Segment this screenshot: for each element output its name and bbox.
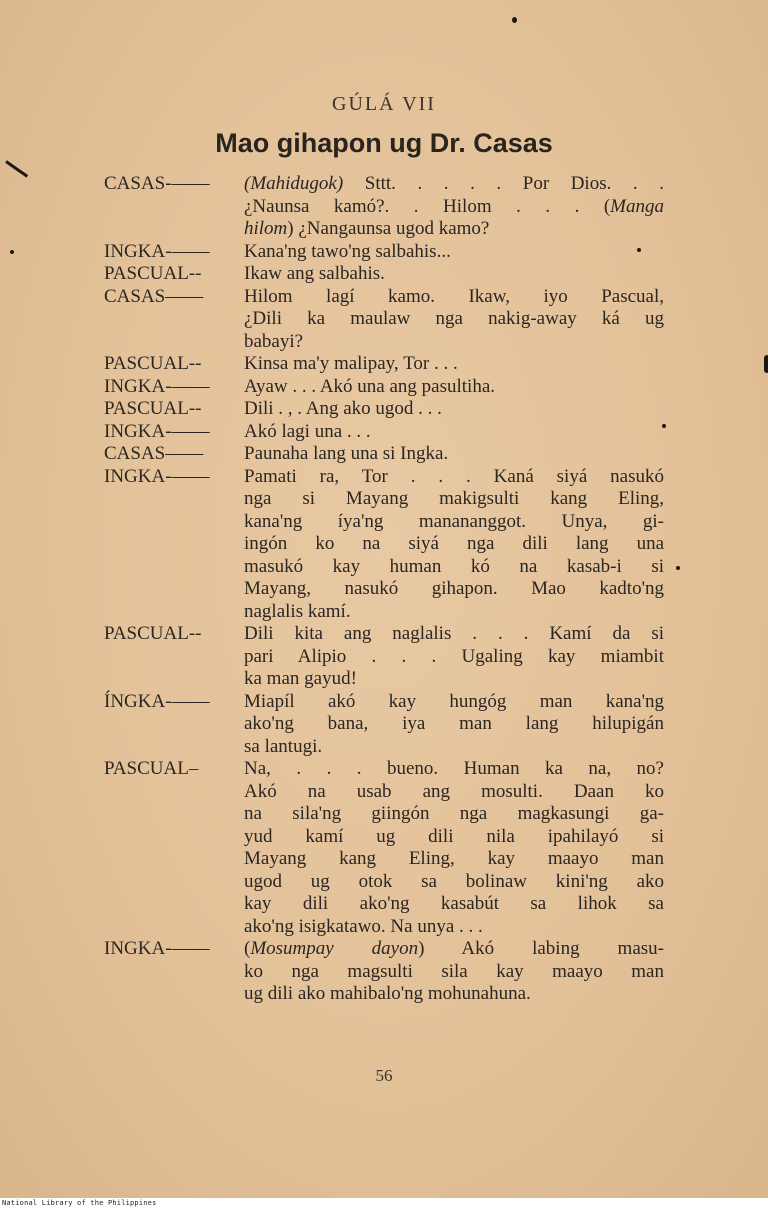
dialogue-text xyxy=(244,421,664,444)
text-line xyxy=(244,443,664,466)
library-credit: National Library of the Philippines xyxy=(2,1199,157,1207)
speaker-name: CASAS—— xyxy=(104,443,204,464)
dialogue-entry xyxy=(0,421,768,444)
text-line xyxy=(244,938,664,961)
text-line xyxy=(244,376,664,399)
stage-direction: Manga xyxy=(610,195,664,217)
spoken-text: Na, . . . bueno. Human ka na, no? xyxy=(244,758,664,779)
chapter-title: Mao gihapon ug Dr. Casas xyxy=(215,128,553,158)
speaker-name: INGKA-—— xyxy=(104,420,210,442)
dialogue-entry xyxy=(0,623,768,691)
dialogue-entry xyxy=(0,353,768,376)
speaker-name: INGKA-—— xyxy=(104,465,210,487)
dialogue-text xyxy=(244,398,664,421)
spoken-text: pari Alipio . . . Ugaling kay miambit xyxy=(244,645,664,667)
dialogue-text xyxy=(244,466,664,624)
speaker-name: PASCUAL-- xyxy=(104,398,202,419)
spoken-text: Mayang kang Eling, kay maayo man xyxy=(244,848,664,869)
dialogue-text xyxy=(244,286,664,354)
dialogue-entry xyxy=(0,466,768,624)
spoken-text: ( xyxy=(244,938,251,959)
dialogue-entry xyxy=(0,263,768,286)
ink-speck xyxy=(512,17,517,23)
dialogue-entry xyxy=(0,398,768,421)
spoken-text: nga si Mayang makigsulti kang Eling, xyxy=(244,488,664,509)
stage-direction: Mosumpay dayon xyxy=(250,938,419,959)
text-line xyxy=(244,263,664,286)
dialogue-text xyxy=(244,241,664,264)
spoken-text: ) ¿Nangaunsa ugod kamo? xyxy=(287,218,490,239)
text-line xyxy=(244,736,664,759)
dialogue-entry xyxy=(0,173,768,241)
text-line xyxy=(244,916,664,939)
text-line xyxy=(244,196,664,219)
text-line xyxy=(244,826,664,849)
dialogue-entry xyxy=(0,286,768,354)
spoken-text: Miapíl akó kay hungóg man kana'ng xyxy=(244,690,664,712)
dialogue-entry xyxy=(0,938,768,1006)
text-line xyxy=(244,421,664,444)
stage-direction: hilom xyxy=(244,218,288,239)
speaker-name: ÍNGKA-—— xyxy=(104,690,210,712)
spoken-text: Ayaw . . . Akó una ang pasultiha. xyxy=(244,375,496,397)
dialogue-text xyxy=(244,173,664,241)
text-line xyxy=(244,691,664,714)
text-line xyxy=(244,781,664,804)
chapter-heading: GÚLÁ VII xyxy=(332,93,436,115)
spoken-text: Pamati ra, Tor . . . Kaná siyá nasukó xyxy=(244,465,664,487)
text-line xyxy=(244,601,664,624)
text-line xyxy=(244,173,664,196)
text-line xyxy=(244,466,664,489)
spoken-text: kay dili ako'ng kasabút sa lihok sa xyxy=(244,893,664,914)
text-line xyxy=(244,533,664,556)
text-line xyxy=(244,758,664,781)
dialogue-entry xyxy=(0,241,768,264)
text-line xyxy=(244,713,664,736)
spoken-text: ¿Naunsa kamó?. . Hilom . . . ( xyxy=(244,195,611,217)
text-line xyxy=(244,308,664,331)
dialogue xyxy=(0,173,768,1006)
spoken-text: Dili kita ang naglalis . . . Kamí da si xyxy=(244,623,664,644)
spoken-text: Akó na usab ang mosulti. Daan ko xyxy=(244,780,664,802)
text-line xyxy=(244,961,664,984)
spoken-text: Akó lagi una . . . xyxy=(244,420,371,442)
text-line xyxy=(244,983,664,1006)
text-line xyxy=(244,286,664,309)
spoken-text: ugod ug otok sa bolinaw kini'ng ako xyxy=(244,870,664,892)
text-line xyxy=(244,623,664,646)
spoken-text: sa lantugi. xyxy=(244,735,323,757)
dialogue-entry xyxy=(0,443,768,466)
speaker-name: PASCUAL-- xyxy=(104,623,202,644)
spoken-text: na sila'ng giingón nga magkasungi ga- xyxy=(244,803,664,824)
spoken-text: babayi? xyxy=(244,330,304,352)
speaker-name: INGKA-—— xyxy=(104,240,210,262)
text-line xyxy=(244,511,664,534)
spoken-text: Dili . , . Ang ako ugod . . . xyxy=(244,398,442,419)
text-line xyxy=(244,353,664,376)
spoken-text: ko nga magsulti sila kay maayo man xyxy=(244,960,664,982)
dialogue-text xyxy=(244,443,664,466)
dialogue-text xyxy=(244,758,664,938)
spoken-text: kana'ng íya'ng manananggot. Unya, gi- xyxy=(244,510,664,532)
speaker-name: CASAS—— xyxy=(104,285,204,307)
spoken-text: ako'ng isigkatawo. Na unya . . . xyxy=(244,915,483,937)
speaker-name: PASCUAL– xyxy=(104,758,199,779)
text-line xyxy=(244,848,664,871)
spoken-text: naglalis kamí. xyxy=(244,600,351,622)
spoken-text: Paunaha lang una si Ingka. xyxy=(244,443,449,464)
spoken-text: ka man gayud! xyxy=(244,668,357,689)
spoken-text: ako'ng bana, iya man lang hilupigán xyxy=(244,713,664,734)
speaker-name: INGKA-—— xyxy=(104,938,210,959)
text-line xyxy=(244,331,664,354)
speaker-name: PASCUAL-- xyxy=(104,353,202,374)
dialogue-text xyxy=(244,623,664,691)
spoken-text: Mayang, nasukó gihapon. Mao kadto'ng xyxy=(244,578,664,599)
text-line xyxy=(244,241,664,264)
dialogue-text xyxy=(244,938,664,1006)
speaker-name: PASCUAL-- xyxy=(104,263,202,284)
page-number: 56 xyxy=(375,1066,393,1085)
text-line xyxy=(244,893,664,916)
text-line xyxy=(244,646,664,669)
spoken-text: Kinsa ma'y malipay, Tor . . . xyxy=(244,353,458,374)
spoken-text: Kana'ng tawo'ng salbahis... xyxy=(244,240,451,262)
spoken-text: Ikaw ang salbahis. xyxy=(244,263,385,284)
dialogue-text xyxy=(244,376,664,399)
dialogue-entry xyxy=(0,691,768,759)
text-line xyxy=(244,218,664,241)
spoken-text: masukó kay human kó na kasab-i si xyxy=(244,555,664,577)
text-line xyxy=(244,871,664,894)
spoken-text: Sttt. . . . . Por Dios. . . xyxy=(343,173,664,194)
spoken-text: ingón ko na siyá nga dili lang una xyxy=(244,533,664,554)
text-line xyxy=(244,803,664,826)
spoken-text: ) Akó labing masu- xyxy=(418,938,664,959)
spoken-text: yud kamí ug dili nila ipahilayó si xyxy=(244,825,664,847)
text-line xyxy=(244,668,664,691)
stage-direction: (Mahidugok) xyxy=(244,173,344,194)
dialogue-text xyxy=(244,691,664,759)
spoken-text: ug dili ako mahibalo'ng mohunahuna. xyxy=(244,983,531,1004)
dialogue-text xyxy=(244,353,664,376)
text-line xyxy=(244,578,664,601)
spoken-text: Hilom lagí kamo. Ikaw, iyo Pascual, xyxy=(244,285,664,307)
speaker-name: CASAS-—— xyxy=(104,173,210,194)
text-line xyxy=(244,398,664,421)
dialogue-entry xyxy=(0,376,768,399)
spoken-text: ¿Dili ka maulaw nga nakig-away ká ug xyxy=(244,308,664,329)
text-line xyxy=(244,556,664,579)
dialogue-entry xyxy=(0,758,768,938)
speaker-name: INGKA-—— xyxy=(104,375,210,397)
dialogue-text xyxy=(244,263,664,286)
text-line xyxy=(244,488,664,511)
